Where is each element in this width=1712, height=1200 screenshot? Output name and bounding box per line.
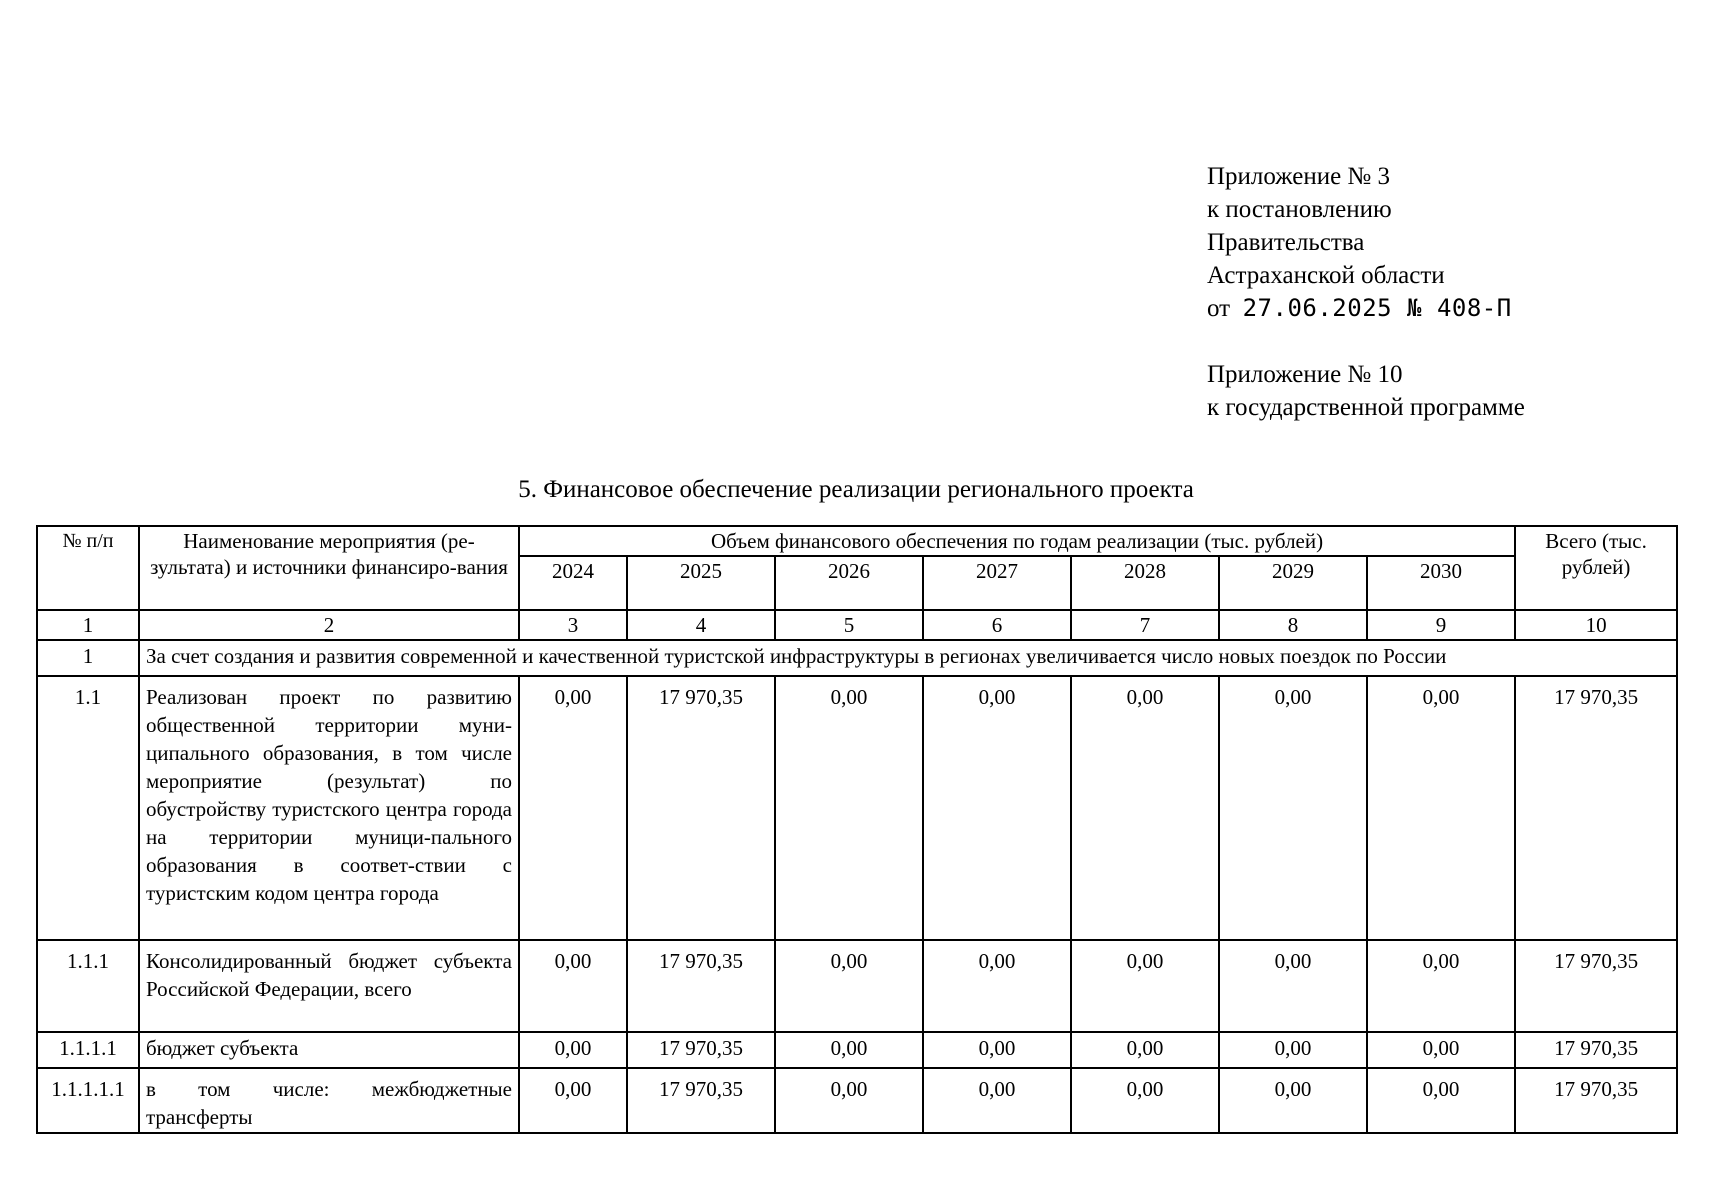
column-number-row <box>37 610 1677 640</box>
row-value: 0,00 <box>1367 1032 1515 1068</box>
row-num: 1.1.1 <box>37 940 139 1032</box>
row-value: 0,00 <box>1071 940 1219 1032</box>
financing-table <box>36 525 1678 1134</box>
header-year: 2027 <box>923 556 1071 610</box>
row-num: 1.1 <box>37 676 139 940</box>
header-row-top <box>37 526 1677 556</box>
row-value: 0,00 <box>519 1068 627 1133</box>
row-total: 17 970,35 <box>1515 1032 1677 1068</box>
column-number: 9 <box>1367 610 1515 640</box>
column-number: 10 <box>1515 610 1677 640</box>
row-value: 0,00 <box>1219 1032 1367 1068</box>
appendix-date-line <box>1207 292 1525 325</box>
row-name: в том числе: межбюджетные трансферты <box>139 1068 519 1133</box>
header-year: 2025 <box>627 556 775 610</box>
column-number: 6 <box>923 610 1071 640</box>
goal-text: За счет создания и развития современной и качественной туристской инфраструктуры в регионах увеличивается число новых поездок по России <box>139 640 1677 676</box>
header-total: Всего (тыс. рублей) <box>1515 526 1677 610</box>
column-number: 5 <box>775 610 923 640</box>
row-value: 0,00 <box>1367 940 1515 1032</box>
row-num: 1.1.1.1 <box>37 1032 139 1068</box>
row-value: 0,00 <box>775 940 923 1032</box>
header-year: 2028 <box>1071 556 1219 610</box>
header-num: № п/п <box>37 526 139 610</box>
header-year: 2029 <box>1219 556 1367 610</box>
row-value: 0,00 <box>923 1068 1071 1133</box>
column-number: 1 <box>37 610 139 640</box>
header-volume: Объем финансового обеспечения по годам реализации (тыс. рублей) <box>519 526 1515 556</box>
row-total: 17 970,35 <box>1515 1068 1677 1133</box>
row-value: 0,00 <box>775 676 923 940</box>
header-name: Наименование мероприятия (ре-зультата) и источники финансиро-вания <box>139 526 519 610</box>
goal-num: 1 <box>37 640 139 676</box>
row-total: 17 970,35 <box>1515 676 1677 940</box>
appendix-spacer <box>1207 325 1525 358</box>
section-title: 5. Финансовое обеспечение реализации регионального проекта <box>518 476 1194 503</box>
row-value: 0,00 <box>775 1068 923 1133</box>
row-value: 0,00 <box>1071 676 1219 940</box>
table-row <box>37 940 1677 1032</box>
row-value: 17 970,35 <box>627 940 775 1032</box>
row-value: 0,00 <box>1367 676 1515 940</box>
row-value: 17 970,35 <box>627 1068 775 1133</box>
table-row <box>37 1032 1677 1068</box>
row-value: 0,00 <box>923 940 1071 1032</box>
row-value: 0,00 <box>519 940 627 1032</box>
appendix-line-2: к постановлению <box>1207 196 1392 223</box>
row-name: Консолидированный бюджет субъекта Российской Федерации, всего <box>139 940 519 1032</box>
column-number: 2 <box>139 610 519 640</box>
appendix-date-value: 27.06.2025 № 408-П <box>1242 294 1512 322</box>
row-value: 0,00 <box>519 676 627 940</box>
column-number: 3 <box>519 610 627 640</box>
row-value: 0,00 <box>923 676 1071 940</box>
appendix-line-3: Правительства <box>1207 229 1365 256</box>
appendix-line-1: Приложение № 3 <box>1207 163 1391 190</box>
row-value: 0,00 <box>1219 1068 1367 1133</box>
table-row <box>37 1068 1677 1133</box>
goal-row <box>37 640 1677 676</box>
header-year: 2026 <box>775 556 923 610</box>
header-year: 2024 <box>519 556 627 610</box>
row-value: 0,00 <box>1367 1068 1515 1133</box>
row-value: 0,00 <box>1219 676 1367 940</box>
row-total: 17 970,35 <box>1515 940 1677 1032</box>
appendix-line-7: к государственной программе <box>1207 394 1525 421</box>
row-name: Реализован проект по развитию общественной территории муни-ципального образования, в том числе мероприятие (результат) по обустройству туристского центра города на территории муници-пального образования в соответ-ствии с туристским кодом центра города <box>139 676 519 940</box>
column-number: 8 <box>1219 610 1367 640</box>
table-row <box>37 676 1677 940</box>
appendix-block <box>1207 160 1525 424</box>
row-value: 0,00 <box>1071 1068 1219 1133</box>
column-number: 7 <box>1071 610 1219 640</box>
column-number: 4 <box>627 610 775 640</box>
row-value: 0,00 <box>775 1032 923 1068</box>
appendix-date-prefix: от <box>1207 295 1231 322</box>
row-value: 0,00 <box>1219 940 1367 1032</box>
row-num: 1.1.1.1.1 <box>37 1068 139 1133</box>
appendix-line-6: Приложение № 10 <box>1207 361 1403 388</box>
row-value: 0,00 <box>519 1032 627 1068</box>
row-value: 0,00 <box>1071 1032 1219 1068</box>
row-value: 17 970,35 <box>627 1032 775 1068</box>
row-name: бюджет субъекта <box>139 1032 519 1068</box>
row-value: 0,00 <box>923 1032 1071 1068</box>
appendix-line-4: Астраханской области <box>1207 262 1445 289</box>
header-year: 2030 <box>1367 556 1515 610</box>
row-value: 17 970,35 <box>627 676 775 940</box>
